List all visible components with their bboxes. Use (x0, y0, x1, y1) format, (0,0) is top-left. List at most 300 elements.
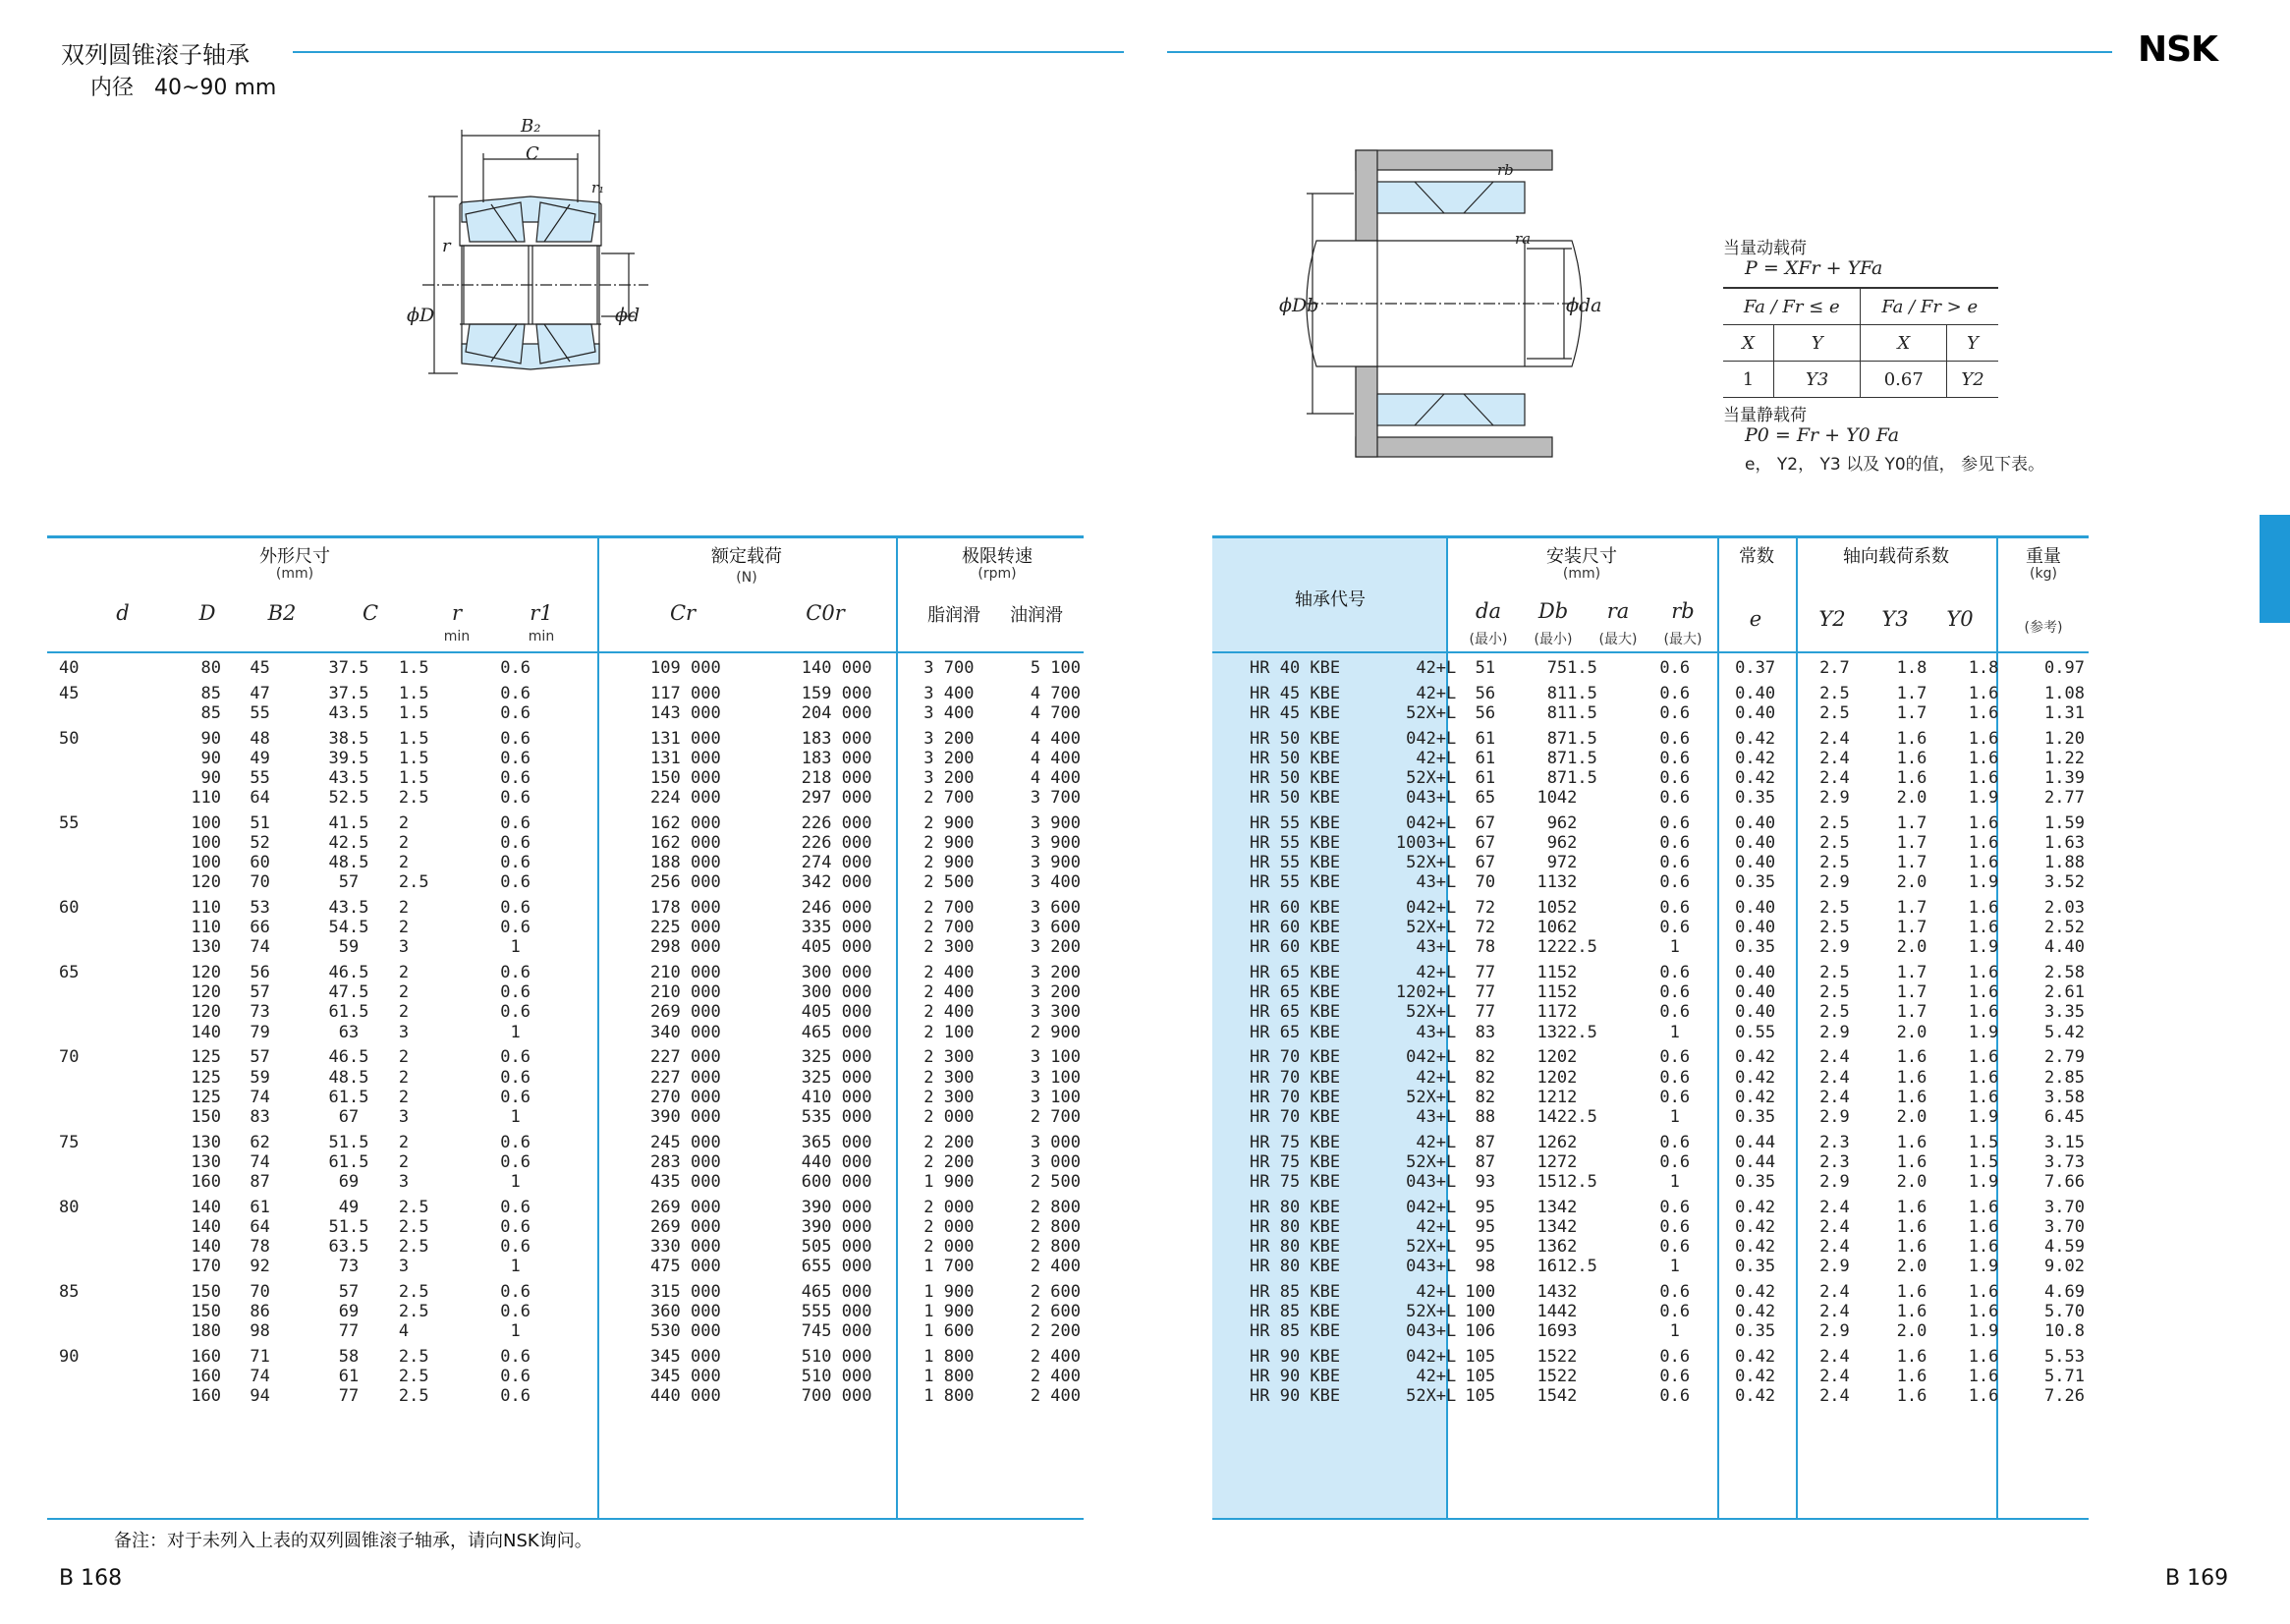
cell-Y0: 1.6 (1968, 1367, 1999, 1387)
cell-e: 0.40 (1735, 813, 1776, 834)
cell-Y3: 1.7 (1896, 683, 1927, 703)
cell-speed-grease: 2 900 (923, 813, 975, 834)
cell-Y0: 1.9 (1968, 937, 1999, 958)
cell-bearing-code: HR 85 KBE (1250, 1281, 1341, 1302)
cell-rb: 1 (1669, 1022, 1680, 1042)
cell-d: 45 (59, 683, 80, 703)
cell-Y0: 1.9 (1968, 1171, 1999, 1192)
cell-Db: 127 (1536, 1151, 1568, 1172)
cell-bearing-suffix: 1202+L (1395, 982, 1457, 1003)
table-row (59, 1068, 1081, 1088)
cell-speed-grease: 2 100 (923, 1022, 975, 1042)
table-row (59, 1217, 1081, 1237)
cell-Db: 104 (1536, 788, 1568, 809)
cell-Y0: 1.9 (1968, 788, 1999, 809)
table-row (59, 1088, 1081, 1107)
cell-Cr: 117 000 (650, 683, 721, 703)
table-row (59, 1347, 1081, 1367)
cell-D: 160 (191, 1346, 222, 1367)
cell-C: 46.5 (328, 963, 369, 983)
cell-ra: 1.5 (1567, 728, 1597, 749)
cell-da: 98 (1475, 1257, 1496, 1276)
cell-bearing-suffix: 42+L (1416, 1067, 1457, 1088)
cell-da: 87 (1475, 1151, 1496, 1172)
cell-Y2: 2.5 (1819, 813, 1850, 834)
cell-C0r: 226 000 (801, 813, 872, 834)
subtitle (90, 71, 276, 101)
cell-weight: 4.59 (2044, 1236, 2085, 1257)
table-row (1250, 1023, 2085, 1042)
cell-weight: 9.02 (2044, 1257, 2085, 1276)
cell-da: 95 (1475, 1197, 1496, 1217)
cell-bearing-suffix: 52X+L (1406, 1002, 1457, 1023)
table-row (1250, 1237, 2085, 1257)
cell-ra: 2 (1567, 1197, 1578, 1217)
cell-Db: 106 (1536, 918, 1568, 938)
cell-C0r: 390 000 (801, 1216, 872, 1237)
cell-e: 0.40 (1735, 963, 1776, 983)
cell-da: 105 (1465, 1346, 1496, 1367)
cell-Cr: 256 000 (650, 872, 721, 893)
cell-r1: 1 (510, 1106, 521, 1127)
cell-Y3: 2.0 (1896, 1257, 1927, 1276)
cell-e: 0.42 (1735, 1216, 1776, 1237)
cell-e: 0.42 (1735, 1236, 1776, 1257)
cell-e: 0.42 (1735, 768, 1776, 789)
right-table-top-rule (1212, 535, 2089, 538)
cell-e: 0.35 (1735, 1106, 1776, 1127)
cell-speed-grease: 2 400 (923, 982, 975, 1003)
cell-r1: 0.6 (500, 1197, 531, 1217)
cell-bearing-code: HR 50 KBE (1250, 748, 1341, 768)
cell-speed-grease: 2 000 (923, 1236, 975, 1257)
cell-e: 0.35 (1735, 788, 1776, 809)
cell-Y0: 1.6 (1968, 1002, 1999, 1023)
cell-speed-oil: 3 600 (1030, 898, 1081, 919)
cell-weight: 1.39 (2044, 768, 2085, 789)
header-speed-unit: (rpm) (977, 566, 1017, 582)
cell-da: 77 (1475, 963, 1496, 983)
cell-speed-oil: 3 900 (1030, 833, 1081, 854)
table-row (59, 872, 1081, 892)
cell-ra: 2 (1567, 788, 1578, 809)
cell-d: 50 (59, 728, 80, 749)
cell-Y3: 1.6 (1896, 1367, 1927, 1387)
cell-Y2: 2.5 (1819, 702, 1850, 723)
cell-B2: 57 (250, 982, 270, 1003)
cell-D: 90 (200, 748, 222, 768)
cell-bearing-code: HR 60 KBE (1250, 898, 1341, 919)
cell-Cr: 345 000 (650, 1367, 721, 1387)
cell-bearing-code: HR 75 KBE (1250, 1132, 1341, 1152)
cell-bearing-suffix: 043+L (1406, 1171, 1457, 1192)
cell-weight: 6.45 (2044, 1106, 2085, 1127)
header-dims-unit: (mm) (275, 566, 314, 582)
cell-Y3: 1.6 (1896, 748, 1927, 768)
cell-r: 2 (398, 918, 410, 938)
cell-Y2: 2.9 (1819, 788, 1850, 809)
cell-speed-oil: 3 700 (1030, 788, 1081, 809)
nsk-logo: NSK (2138, 29, 2217, 70)
cell-weight: 3.52 (2044, 872, 2085, 893)
cell-Y3: 1.6 (1896, 1197, 1927, 1217)
cell-Db: 121 (1536, 1087, 1568, 1107)
cell-Y0: 1.9 (1968, 1321, 1999, 1342)
table-row (1250, 918, 2085, 937)
cell-d (59, 1152, 119, 1172)
cell-d: 40 (59, 658, 80, 678)
cell-B2: 83 (250, 1106, 270, 1127)
cell-D: 85 (200, 702, 222, 723)
col-header-C: C (362, 601, 379, 625)
cell-C: 37.5 (328, 683, 369, 703)
cell-d: 75 (59, 1132, 80, 1152)
cell-da: 83 (1475, 1022, 1496, 1042)
cell-bearing-code: HR 70 KBE (1250, 1106, 1341, 1127)
cell-speed-oil: 3 600 (1030, 918, 1081, 938)
table-row (1250, 833, 2085, 853)
cell-speed-oil: 2 600 (1030, 1301, 1081, 1321)
cell-Db: 134 (1536, 1197, 1568, 1217)
cell-r1: 0.6 (500, 1067, 531, 1088)
cell-Cr: 340 000 (650, 1022, 721, 1042)
table-row (1250, 898, 2085, 918)
col-header-ra-max: (最大) (1598, 632, 1638, 647)
cell-Y2: 2.4 (1819, 1346, 1850, 1367)
cell-weight: 10.8 (2044, 1321, 2085, 1342)
cell-Db: 81 (1546, 702, 1568, 723)
cell-r1: 0.6 (500, 853, 531, 873)
cell-r1: 0.6 (500, 1281, 531, 1302)
cell-r: 2 (398, 853, 410, 873)
cell-Cr: 178 000 (650, 898, 721, 919)
cell-ra: 1.5 (1567, 702, 1597, 723)
table-row (1250, 1088, 2085, 1107)
cell-weight: 3.70 (2044, 1197, 2085, 1217)
col-header-ra: ra (1606, 599, 1630, 623)
cell-Y3: 1.6 (1896, 1151, 1927, 1172)
section-tab (2260, 515, 2290, 623)
cell-bearing-suffix: 42+L (1416, 1132, 1457, 1152)
cell-Cr: 224 000 (650, 788, 721, 809)
cell-r1: 0.6 (500, 1132, 531, 1152)
cell-speed-grease: 1 900 (923, 1171, 975, 1192)
static-load-formula: P0 = Fr + Y0 Fa (1745, 424, 1900, 446)
cell-Db: 75 (1546, 658, 1568, 678)
cell-rb: 0.6 (1659, 898, 1691, 919)
cell-C: 42.5 (328, 833, 369, 854)
cell-rb: 0.6 (1659, 683, 1691, 703)
cell-weight: 5.70 (2044, 1301, 2085, 1321)
cell-bearing-suffix: 52X+L (1406, 1386, 1457, 1407)
cell-weight: 1.31 (2044, 702, 2085, 723)
cell-Db: 120 (1536, 1047, 1568, 1068)
cell-Cr: 360 000 (650, 1301, 721, 1321)
cell-d (59, 1302, 119, 1321)
cell-C: 63 (338, 1022, 360, 1042)
table-row (1250, 1386, 2085, 1406)
cell-D: 140 (191, 1216, 222, 1237)
cell-bearing-suffix: 042+L (1406, 898, 1457, 919)
cell-Db: 113 (1536, 872, 1568, 893)
cell-C0r: 226 000 (801, 833, 872, 854)
cell-rb: 0.6 (1659, 1087, 1691, 1107)
cell-B2: 49 (250, 748, 270, 768)
cell-D: 100 (191, 853, 222, 873)
cell-Cr: 210 000 (650, 982, 721, 1003)
cell-da: 100 (1465, 1281, 1496, 1302)
table-row (1250, 729, 2085, 749)
cell-rb: 1 (1669, 1171, 1680, 1192)
cell-Y0: 1.5 (1968, 1151, 1999, 1172)
cell-Db: 144 (1536, 1301, 1568, 1321)
cell-Y0: 1.9 (1968, 1022, 1999, 1042)
cell-d (59, 768, 119, 788)
table-row (1250, 963, 2085, 982)
cell-bearing-suffix: 52X+L (1406, 1301, 1457, 1321)
cell-r: 2.5 (398, 1236, 429, 1257)
table-row (59, 1023, 1081, 1042)
cell-bearing-code: HR 65 KBE (1250, 1002, 1341, 1023)
table-row (59, 918, 1081, 937)
cell-speed-oil: 3 100 (1030, 1087, 1081, 1107)
table-row (59, 1002, 1081, 1022)
cell-Cr: 245 000 (650, 1132, 721, 1152)
cell-bearing-code: HR 50 KBE (1250, 728, 1341, 749)
cell-r1: 0.6 (500, 1216, 531, 1237)
cell-ra: 2.5 (1567, 1106, 1597, 1127)
cell-Y2: 2.4 (1819, 748, 1850, 768)
cell-d (59, 1068, 119, 1088)
cell-C0r: 300 000 (801, 982, 872, 1003)
cell-Y2: 2.9 (1819, 1106, 1850, 1127)
label-phi-D: ϕD (407, 305, 435, 326)
cell-Cr: 345 000 (650, 1346, 721, 1367)
cell-Db: 115 (1536, 982, 1568, 1003)
cell-e: 0.35 (1735, 1257, 1776, 1276)
cell-rb: 0.6 (1659, 1236, 1691, 1257)
cell-D: 120 (191, 963, 222, 983)
cell-Cr: 143 000 (650, 702, 721, 723)
cell-Y2: 2.4 (1819, 1301, 1850, 1321)
col-header-Y3: Y3 (1881, 607, 1909, 631)
cell-speed-grease: 1 700 (923, 1257, 975, 1276)
col-header-e: e (1749, 607, 1762, 631)
cell-speed-oil: 2 500 (1030, 1171, 1081, 1192)
cell-Cr: 269 000 (650, 1216, 721, 1237)
cell-Y2: 2.4 (1819, 768, 1850, 789)
table-row (59, 1047, 1081, 1067)
cell-r1: 0.6 (500, 833, 531, 854)
cell-bearing-suffix: 52X+L (1406, 1236, 1457, 1257)
cell-D: 90 (200, 728, 222, 749)
cell-ra: 2 (1567, 1367, 1578, 1387)
cell-r1: 0.6 (500, 768, 531, 789)
cell-C: 61.5 (328, 1087, 369, 1107)
cell-C: 48.5 (328, 1067, 369, 1088)
mounting-diagram (1277, 142, 1592, 467)
header-mount-unit: (mm) (1562, 566, 1601, 582)
cell-C: 47.5 (328, 982, 369, 1003)
cell-C0r: 465 000 (801, 1281, 872, 1302)
cell-C: 77 (338, 1321, 360, 1342)
cell-r1: 0.6 (500, 728, 531, 749)
cell-Y3: 1.6 (1896, 768, 1927, 789)
cell-speed-grease: 2 200 (923, 1132, 975, 1152)
cell-speed-grease: 2 700 (923, 788, 975, 809)
cell-r: 2.5 (398, 1197, 429, 1217)
cell-r: 2.5 (398, 1301, 429, 1321)
cell-e: 0.40 (1735, 918, 1776, 938)
cell-D: 125 (191, 1087, 222, 1107)
table-row (1250, 658, 2085, 678)
table-row (59, 1282, 1081, 1302)
cell-r1: 0.6 (500, 1346, 531, 1367)
cell-speed-oil: 2 700 (1030, 1106, 1081, 1127)
cell-rb: 0.6 (1659, 658, 1691, 678)
cell-weight: 5.53 (2044, 1346, 2085, 1367)
cell-Y3: 1.6 (1896, 1132, 1927, 1152)
cell-weight: 5.42 (2044, 1022, 2085, 1042)
cell-ra: 2 (1567, 1216, 1578, 1237)
cell-weight: 7.66 (2044, 1171, 2085, 1192)
cell-rb: 0.6 (1659, 1386, 1691, 1407)
cell-Y3: 1.6 (1896, 1047, 1927, 1068)
cell-B2: 70 (250, 1281, 270, 1302)
cell-Y2: 2.5 (1819, 1002, 1850, 1023)
cell-r1: 0.6 (500, 898, 531, 919)
table-row (1250, 1002, 2085, 1022)
table-row (59, 813, 1081, 833)
cell-r1: 0.6 (500, 872, 531, 893)
cell-da: 70 (1475, 872, 1496, 893)
cell-d: 80 (59, 1197, 80, 1217)
cell-C0r: 410 000 (801, 1087, 872, 1107)
cell-Y3: 1.6 (1896, 1386, 1927, 1407)
cell-bearing-code: HR 90 KBE (1250, 1346, 1341, 1367)
cell-Y0: 1.9 (1968, 1257, 1999, 1276)
load-factor-header-2: Fa / Fr > e (1861, 288, 1998, 325)
cell-Y0: 1.6 (1968, 853, 1999, 873)
label-ra: ra (1515, 230, 1532, 248)
cell-speed-grease: 1 800 (923, 1346, 975, 1367)
cell-C0r: 300 000 (801, 963, 872, 983)
cell-r1: 0.6 (500, 788, 531, 809)
cell-rb: 0.6 (1659, 748, 1691, 768)
cell-rb: 0.6 (1659, 788, 1691, 809)
cell-bearing-code: HR 40 KBE (1250, 658, 1341, 678)
subtitle-range: 40~90 mm (154, 76, 277, 100)
cell-C: 61.5 (328, 1002, 369, 1023)
cell-r: 2 (398, 813, 410, 834)
cell-C0r: 700 000 (801, 1386, 872, 1407)
cell-Cr: 162 000 (650, 813, 721, 834)
cell-d (59, 1002, 119, 1022)
cell-da: 65 (1475, 788, 1496, 809)
table-row (59, 1302, 1081, 1321)
cell-D: 100 (191, 813, 222, 834)
cell-d (59, 853, 119, 872)
table-row (59, 853, 1081, 872)
cell-weight: 5.71 (2044, 1367, 2085, 1387)
cell-Y3: 1.6 (1896, 1216, 1927, 1237)
cell-bearing-code: HR 50 KBE (1250, 768, 1341, 789)
cell-ra: 3 (1567, 1321, 1578, 1342)
cell-d: 60 (59, 898, 80, 919)
cell-r1: 0.6 (500, 1087, 531, 1107)
table-row (1250, 1047, 2085, 1067)
cell-Cr: 270 000 (650, 1087, 721, 1107)
cell-Y2: 2.5 (1819, 963, 1850, 983)
cell-Y2: 2.5 (1819, 898, 1850, 919)
cell-speed-oil: 2 800 (1030, 1197, 1081, 1217)
cell-r: 2 (398, 1047, 410, 1068)
cell-D: 120 (191, 1002, 222, 1023)
cell-speed-grease: 2 300 (923, 937, 975, 958)
cell-C0r: 365 000 (801, 1132, 872, 1152)
cell-speed-grease: 2 000 (923, 1106, 975, 1127)
cell-C0r: 183 000 (801, 748, 872, 768)
cell-rb: 0.6 (1659, 728, 1691, 749)
cell-r1: 0.6 (500, 658, 531, 678)
table-row (59, 1321, 1081, 1341)
cell-Y2: 2.4 (1819, 1087, 1850, 1107)
col-header-rb: rb (1671, 599, 1695, 623)
cell-bearing-suffix: 042+L (1406, 1047, 1457, 1068)
cell-speed-oil: 3 200 (1030, 963, 1081, 983)
table-row (1250, 937, 2085, 957)
table-row (1250, 1257, 2085, 1276)
cell-B2: 45 (250, 658, 270, 678)
cell-r: 2 (398, 1067, 410, 1088)
cell-D: 130 (191, 1151, 222, 1172)
cell-speed-oil: 5 100 (1030, 658, 1081, 678)
cell-speed-grease: 1 800 (923, 1367, 975, 1387)
cell-weight: 2.58 (2044, 963, 2085, 983)
cell-B2: 60 (250, 853, 270, 873)
cell-speed-oil: 3 200 (1030, 937, 1081, 958)
cell-C: 57 (338, 872, 360, 893)
table-row (59, 658, 1081, 678)
cell-rb: 0.6 (1659, 1367, 1691, 1387)
cell-Cr: 150 000 (650, 768, 721, 789)
col-header-Y2: Y2 (1818, 607, 1846, 631)
cell-D: 160 (191, 1367, 222, 1387)
cell-Y2: 2.4 (1819, 1236, 1850, 1257)
cell-B2: 61 (250, 1197, 270, 1217)
cell-C0r: 274 000 (801, 853, 872, 873)
cell-C: 39.5 (328, 748, 369, 768)
cell-bearing-code: HR 65 KBE (1250, 963, 1341, 983)
cell-Db: 117 (1536, 1002, 1568, 1023)
cell-e: 0.42 (1735, 1367, 1776, 1387)
cell-ra: 2.5 (1567, 937, 1597, 958)
cell-speed-oil: 4 400 (1030, 768, 1081, 789)
col-header-Y0: Y0 (1946, 607, 1974, 631)
cell-e: 0.42 (1735, 1047, 1776, 1068)
table-row (59, 684, 1081, 703)
table-row (59, 1257, 1081, 1276)
cell-Db: 115 (1536, 963, 1568, 983)
cell-r: 2.5 (398, 1367, 429, 1387)
cell-B2: 66 (250, 918, 270, 938)
cell-bearing-suffix: 42+L (1416, 748, 1457, 768)
cell-C0r: 390 000 (801, 1197, 872, 1217)
cell-ra: 1.5 (1567, 683, 1597, 703)
cell-C: 67 (338, 1106, 360, 1127)
cell-bearing-code: HR 75 KBE (1250, 1151, 1341, 1172)
cell-C0r: 405 000 (801, 1002, 872, 1023)
